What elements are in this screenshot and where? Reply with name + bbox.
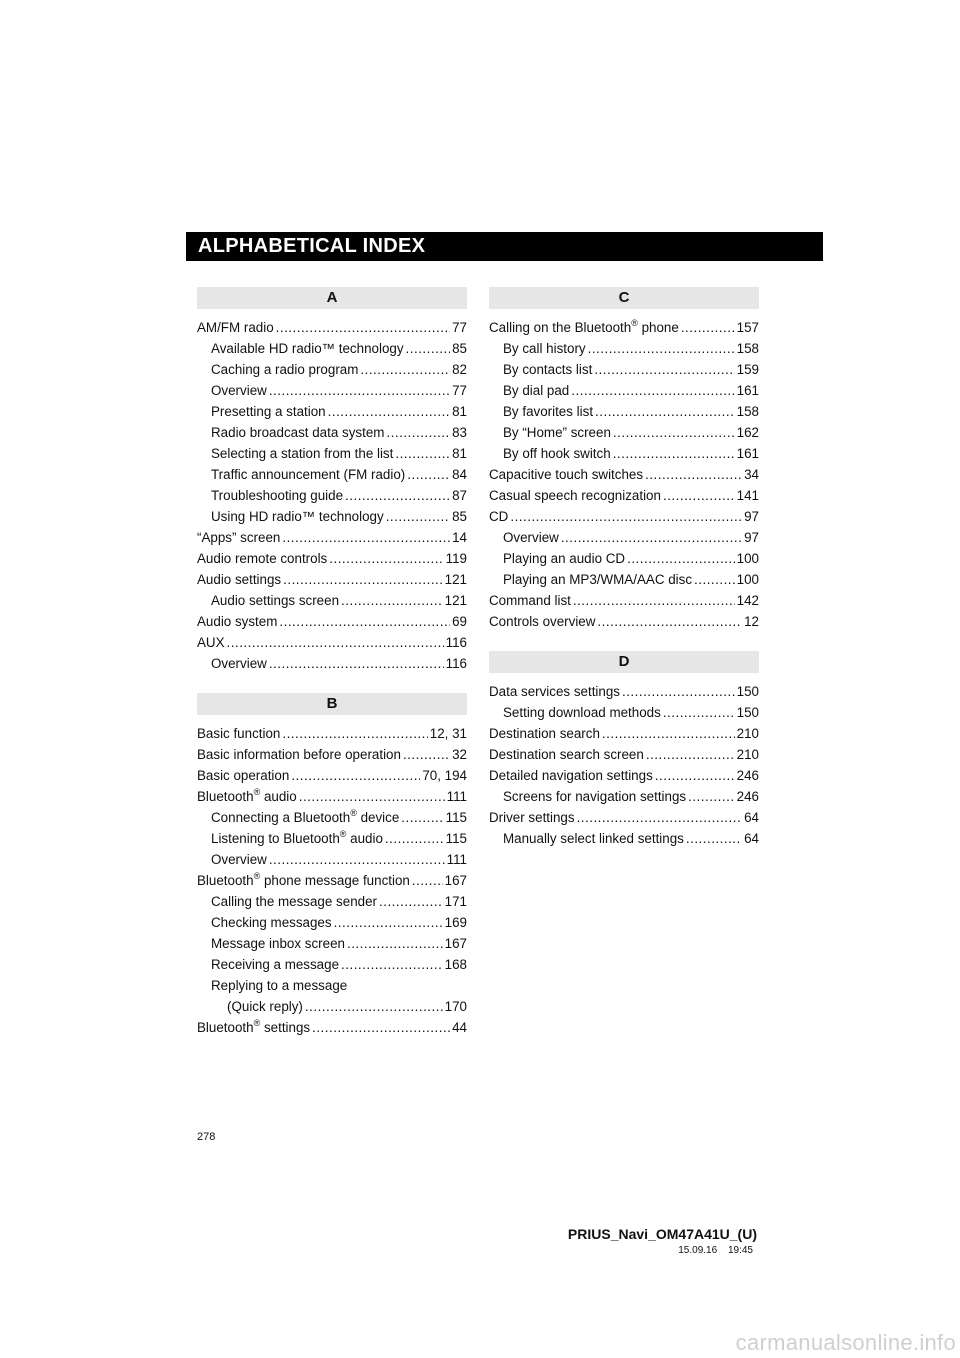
entry-label: Playing an audio CD bbox=[503, 551, 626, 566]
entry-page-ref: 169 bbox=[444, 915, 467, 930]
dot-leader bbox=[602, 723, 735, 744]
entry-label: Troubleshooting guide bbox=[211, 488, 344, 503]
entry-label: Replying to a message bbox=[211, 978, 348, 993]
index-entry bbox=[197, 1017, 467, 1038]
entry-label: Basic function bbox=[197, 726, 281, 741]
entry-label-group bbox=[489, 611, 595, 632]
entry-page-ref: 161 bbox=[736, 446, 759, 461]
dot-leader bbox=[279, 611, 450, 632]
entry-label: Destination search screen bbox=[489, 747, 644, 762]
entry-label: Audio settings bbox=[197, 572, 282, 587]
dot-leader bbox=[385, 828, 444, 849]
index-entry bbox=[197, 786, 467, 807]
dot-leader bbox=[276, 317, 450, 338]
section-gap bbox=[489, 632, 759, 651]
dot-leader bbox=[681, 317, 735, 338]
entry-page-ref: 171 bbox=[444, 894, 467, 909]
entry-page-ref: 64 bbox=[744, 831, 759, 846]
entry-label: Bluetooth bbox=[197, 789, 254, 804]
entry-page-ref: 119 bbox=[445, 551, 467, 566]
entry-label: Listening to Bluetooth bbox=[211, 831, 340, 846]
entry-label: Traffic announcement (FM radio) bbox=[211, 467, 406, 482]
entry-label: Overview bbox=[503, 530, 559, 545]
dot-leader bbox=[613, 422, 735, 443]
dot-leader bbox=[694, 569, 735, 590]
entry-label: By off hook switch bbox=[503, 446, 611, 461]
dot-leader bbox=[622, 681, 735, 702]
index-letter-heading: C bbox=[489, 287, 759, 309]
page-number: 278 bbox=[197, 1131, 216, 1143]
dot-leader bbox=[386, 422, 450, 443]
entry-page-ref: 121 bbox=[444, 572, 467, 587]
index-entry bbox=[489, 338, 759, 359]
entry-label: Data services settings bbox=[489, 684, 620, 699]
dot-leader bbox=[577, 807, 743, 828]
entry-label-group bbox=[503, 338, 586, 359]
index-entry bbox=[489, 611, 759, 632]
entry-label: Radio broadcast data system bbox=[211, 425, 385, 440]
dot-leader bbox=[345, 485, 450, 506]
entry-page-ref: 77 bbox=[452, 320, 467, 335]
entry-page-ref: 100 bbox=[736, 551, 759, 566]
dot-leader bbox=[646, 744, 735, 765]
entry-label-suffix: device bbox=[356, 810, 400, 825]
entry-page-ref: 115 bbox=[445, 831, 467, 846]
entry-label-group bbox=[197, 569, 281, 590]
entry-label: Capacitive touch switches bbox=[489, 467, 644, 482]
dot-leader bbox=[360, 359, 450, 380]
entry-label-group bbox=[211, 954, 339, 975]
dot-leader bbox=[688, 786, 735, 807]
entry-label: Playing an MP3/WMA/AAC disc bbox=[503, 572, 693, 587]
entry-label-group bbox=[197, 786, 297, 807]
dot-leader bbox=[686, 828, 742, 849]
entry-page-ref: 158 bbox=[736, 341, 759, 356]
index-entry bbox=[489, 422, 759, 443]
dot-leader bbox=[347, 933, 443, 954]
entry-label-group bbox=[211, 653, 267, 674]
entry-label-group bbox=[489, 485, 661, 506]
entry-label-suffix: audio bbox=[260, 789, 297, 804]
entry-label: Casual speech recognization bbox=[489, 488, 661, 503]
registered-mark: ® bbox=[631, 317, 638, 328]
index-entry bbox=[197, 632, 467, 653]
entry-label: By dial pad bbox=[503, 383, 570, 398]
entry-page-ref: 157 bbox=[736, 320, 759, 335]
index-entry bbox=[489, 569, 759, 590]
index-entry bbox=[197, 765, 467, 786]
index-entry bbox=[489, 590, 759, 611]
index-entry bbox=[489, 485, 759, 506]
entry-label-group bbox=[503, 443, 611, 464]
dot-leader bbox=[588, 338, 735, 359]
dot-leader bbox=[305, 996, 443, 1017]
entry-page-ref: 69 bbox=[452, 614, 467, 629]
entry-label-group bbox=[211, 338, 404, 359]
dot-leader bbox=[510, 506, 742, 527]
index-entry bbox=[197, 569, 467, 590]
entry-page-ref: 115 bbox=[445, 810, 467, 825]
registered-mark: ® bbox=[253, 1017, 261, 1028]
entry-label: Basic operation bbox=[197, 768, 290, 783]
entry-label-group bbox=[489, 723, 600, 744]
dot-leader bbox=[291, 765, 420, 786]
entry-page-ref: 141 bbox=[736, 488, 759, 503]
index-entry bbox=[197, 464, 467, 485]
index-letter-heading: B bbox=[197, 693, 467, 715]
dot-leader bbox=[627, 548, 735, 569]
entry-label: Calling on the Bluetooth bbox=[489, 320, 632, 335]
index-entry bbox=[489, 828, 759, 849]
entry-label-group bbox=[503, 569, 692, 590]
dot-leader bbox=[283, 569, 443, 590]
entry-label-group bbox=[211, 443, 393, 464]
index-letter-heading: D bbox=[489, 651, 759, 673]
dot-leader bbox=[663, 702, 735, 723]
entry-label-group bbox=[211, 891, 377, 912]
index-entry bbox=[197, 611, 467, 632]
entry-label-group bbox=[197, 723, 280, 744]
entry-page-ref: 111 bbox=[446, 852, 467, 867]
entry-page-ref: 84 bbox=[452, 467, 467, 482]
entry-page-ref: 167 bbox=[444, 873, 467, 888]
index-entry bbox=[197, 723, 467, 744]
dot-leader bbox=[595, 401, 735, 422]
index-entry bbox=[197, 548, 467, 569]
entry-page-ref: 82 bbox=[452, 362, 467, 377]
entry-label-group bbox=[489, 807, 575, 828]
entry-page-ref: 167 bbox=[444, 936, 467, 951]
entry-page-ref: 81 bbox=[452, 404, 467, 419]
entry-label-group bbox=[197, 744, 401, 765]
entry-label-continued: (Quick reply) bbox=[227, 999, 303, 1014]
index-entry bbox=[489, 464, 759, 485]
entry-page-ref: 210 bbox=[736, 726, 759, 741]
index-entry bbox=[489, 702, 759, 723]
entry-page-ref: 162 bbox=[736, 425, 759, 440]
entry-label: Audio remote controls bbox=[197, 551, 328, 566]
dot-leader bbox=[401, 807, 443, 828]
index-column-left bbox=[197, 287, 467, 1038]
entry-label-group bbox=[211, 485, 343, 506]
dot-leader bbox=[655, 765, 735, 786]
entry-label-group bbox=[503, 422, 611, 443]
entry-label: Screens for navigation settings bbox=[503, 789, 687, 804]
document-code: PRIUS_Navi_OM47A41U_(U) bbox=[567, 1226, 757, 1242]
entry-page-ref: 87 bbox=[452, 488, 467, 503]
entry-label-group bbox=[211, 422, 384, 443]
entry-page-ref: 150 bbox=[736, 684, 759, 699]
entry-page-ref: 81 bbox=[452, 446, 467, 461]
entry-label: Bluetooth bbox=[197, 1020, 254, 1035]
entry-label-group bbox=[197, 1017, 310, 1038]
index-entry bbox=[197, 506, 467, 527]
entry-label-group bbox=[211, 849, 267, 870]
dot-leader bbox=[269, 653, 444, 674]
index-entry bbox=[489, 527, 759, 548]
entry-page-ref: 158 bbox=[736, 404, 759, 419]
dot-leader bbox=[269, 849, 445, 870]
entry-label-group bbox=[503, 359, 592, 380]
entry-page-ref: 97 bbox=[744, 509, 759, 524]
entry-page-ref: 159 bbox=[736, 362, 759, 377]
dot-leader bbox=[407, 464, 450, 485]
entry-label-suffix: phone message function bbox=[260, 873, 410, 888]
dot-leader bbox=[395, 443, 450, 464]
index-entry bbox=[489, 359, 759, 380]
entry-page-ref: 12 bbox=[744, 614, 759, 629]
dot-leader bbox=[282, 527, 450, 548]
entry-label-group bbox=[503, 548, 625, 569]
entry-label-suffix: audio bbox=[346, 831, 383, 846]
registered-mark: ® bbox=[253, 870, 261, 881]
dot-leader bbox=[645, 464, 742, 485]
dot-leader bbox=[312, 1017, 450, 1038]
index-entry bbox=[197, 422, 467, 443]
entry-label: Manually select linked settings bbox=[503, 831, 684, 846]
entry-label-group bbox=[503, 527, 559, 548]
dot-leader bbox=[334, 912, 443, 933]
dot-leader bbox=[227, 632, 444, 653]
index-entry bbox=[197, 359, 467, 380]
index-entry bbox=[197, 485, 467, 506]
entry-label-group bbox=[211, 933, 345, 954]
entry-label: Overview bbox=[211, 656, 267, 671]
entry-label: By “Home” screen bbox=[503, 425, 611, 440]
entry-label: Receiving a message bbox=[211, 957, 340, 972]
dot-leader bbox=[386, 506, 450, 527]
entry-label-group bbox=[503, 828, 684, 849]
entry-label: Message inbox screen bbox=[211, 936, 345, 951]
entry-label: Overview bbox=[211, 383, 267, 398]
entry-page-ref: 12, 31 bbox=[429, 726, 467, 741]
entry-label: Calling the message sender bbox=[211, 894, 377, 909]
entry-label: Controls overview bbox=[489, 614, 596, 629]
index-entry bbox=[197, 954, 467, 975]
entry-page-ref: 77 bbox=[452, 383, 467, 398]
entry-page-ref: 32 bbox=[452, 747, 467, 762]
entry-label: AM/FM radio bbox=[197, 320, 274, 335]
entry-label: Detailed navigation settings bbox=[489, 768, 653, 783]
entry-label-group bbox=[489, 464, 643, 485]
entry-label: Caching a radio program bbox=[211, 362, 359, 377]
index-entry bbox=[489, 723, 759, 744]
entry-page-ref: 246 bbox=[736, 768, 759, 783]
entry-label: Using HD radio™ technology bbox=[211, 509, 384, 524]
index-entry bbox=[197, 870, 467, 891]
entry-page-ref: 116 bbox=[445, 656, 467, 671]
entry-page-ref: 70, 194 bbox=[422, 768, 467, 783]
entry-page-ref: 142 bbox=[736, 593, 759, 608]
dot-leader bbox=[282, 723, 427, 744]
dot-leader bbox=[613, 443, 735, 464]
entry-label-group bbox=[489, 681, 620, 702]
dot-leader bbox=[573, 590, 735, 611]
entry-label: By favorites list bbox=[503, 404, 594, 419]
entry-label-suffix: phone bbox=[637, 320, 679, 335]
dot-leader bbox=[561, 527, 742, 548]
entry-label-group bbox=[489, 317, 679, 338]
entry-page-ref: 116 bbox=[445, 635, 467, 650]
entry-page-ref: 34 bbox=[744, 467, 759, 482]
dot-leader bbox=[406, 338, 451, 359]
index-entry bbox=[489, 506, 759, 527]
entry-label-group bbox=[503, 380, 569, 401]
entry-page-ref: 246 bbox=[736, 789, 759, 804]
entry-page-ref: 64 bbox=[744, 810, 759, 825]
dot-leader bbox=[594, 359, 734, 380]
entry-label-suffix: settings bbox=[260, 1020, 311, 1035]
entry-page-ref: 121 bbox=[444, 593, 467, 608]
entry-page-ref: 83 bbox=[452, 425, 467, 440]
entry-label-group bbox=[489, 744, 644, 765]
entry-label: By call history bbox=[503, 341, 586, 356]
entry-label: Selecting a station from the list bbox=[211, 446, 394, 461]
index-entry bbox=[197, 933, 467, 954]
entry-label: Bluetooth bbox=[197, 873, 254, 888]
entry-label: Overview bbox=[211, 852, 267, 867]
entry-label-group bbox=[197, 527, 280, 548]
entry-page-ref: 85 bbox=[452, 341, 467, 356]
index-entry bbox=[197, 401, 467, 422]
entry-label-group bbox=[211, 807, 399, 828]
entry-label: Command list bbox=[489, 593, 571, 608]
entry-label-group bbox=[503, 786, 686, 807]
entry-label-group bbox=[211, 828, 383, 849]
index-entry bbox=[489, 765, 759, 786]
index-letter-heading: A bbox=[197, 287, 467, 309]
entry-label: Driver settings bbox=[489, 810, 575, 825]
entry-page-ref: 161 bbox=[736, 383, 759, 398]
index-entry bbox=[489, 681, 759, 702]
index-entry bbox=[489, 443, 759, 464]
entry-label-group bbox=[489, 765, 653, 786]
entry-label: AUX bbox=[197, 635, 225, 650]
index-entry bbox=[197, 338, 467, 359]
dot-leader bbox=[341, 590, 443, 611]
entry-label-group bbox=[197, 632, 225, 653]
entry-page-ref: 111 bbox=[446, 789, 467, 804]
entry-label-group bbox=[211, 912, 332, 933]
index-entry bbox=[489, 786, 759, 807]
entry-label: Audio settings screen bbox=[211, 593, 340, 608]
index-entry bbox=[197, 849, 467, 870]
entry-label-group bbox=[211, 590, 339, 611]
entry-label: Destination search bbox=[489, 726, 600, 741]
index-entry bbox=[197, 653, 467, 674]
print-timestamp bbox=[678, 1245, 753, 1256]
dot-leader bbox=[597, 611, 742, 632]
entry-label-group bbox=[211, 464, 405, 485]
section-gap bbox=[197, 674, 467, 693]
index-entry bbox=[489, 548, 759, 569]
entry-label-group bbox=[197, 870, 410, 891]
index-entry bbox=[197, 527, 467, 548]
entry-label: Presetting a station bbox=[211, 404, 326, 419]
index-column-right bbox=[489, 287, 759, 849]
index-entry bbox=[489, 744, 759, 765]
index-entry bbox=[489, 401, 759, 422]
entry-label: Connecting a Bluetooth bbox=[211, 810, 351, 825]
entry-page-ref: 44 bbox=[452, 1020, 467, 1035]
entry-continuation bbox=[211, 996, 467, 1017]
dot-leader bbox=[299, 786, 445, 807]
dot-leader bbox=[379, 891, 443, 912]
entry-page-ref: 100 bbox=[736, 572, 759, 587]
entry-label-group bbox=[503, 702, 661, 723]
index-entry bbox=[197, 744, 467, 765]
index-entry bbox=[489, 807, 759, 828]
watermark: carmanualsonline.info bbox=[735, 1330, 956, 1355]
index-entry bbox=[197, 975, 467, 1017]
entry-label: Basic information before operation bbox=[197, 747, 401, 762]
index-entry bbox=[197, 912, 467, 933]
entry-label-group bbox=[197, 548, 327, 569]
dot-leader bbox=[571, 380, 734, 401]
entry-page-ref: 170 bbox=[444, 999, 467, 1014]
entry-label-group bbox=[211, 506, 384, 527]
entry-label-group bbox=[197, 317, 274, 338]
index-entry bbox=[489, 380, 759, 401]
entry-page-ref: 85 bbox=[452, 509, 467, 524]
entry-label: Setting download methods bbox=[503, 705, 661, 720]
registered-mark: ® bbox=[350, 807, 357, 818]
entry-label: Audio system bbox=[197, 614, 278, 629]
index-entry bbox=[197, 380, 467, 401]
entry-page-ref: 168 bbox=[444, 957, 467, 972]
entry-label: CD bbox=[489, 509, 509, 524]
section-header-bar bbox=[186, 232, 823, 261]
registered-mark: ® bbox=[253, 786, 261, 797]
entry-label-group bbox=[211, 380, 267, 401]
index-entry bbox=[197, 317, 467, 338]
print-time: 19:45 bbox=[727, 1245, 753, 1256]
entry-label-group bbox=[211, 401, 326, 422]
entry-label: “Apps” screen bbox=[197, 530, 281, 545]
entry-label: Checking messages bbox=[211, 915, 332, 930]
dot-leader bbox=[328, 401, 450, 422]
entry-page-ref: 14 bbox=[452, 530, 467, 545]
entry-page-ref: 150 bbox=[736, 705, 759, 720]
dot-leader bbox=[269, 380, 450, 401]
index-entry bbox=[197, 443, 467, 464]
entry-label-group bbox=[503, 401, 593, 422]
dot-leader bbox=[403, 744, 450, 765]
index-entry bbox=[197, 807, 467, 828]
dot-leader bbox=[329, 548, 443, 569]
entry-label-group bbox=[211, 359, 358, 380]
entry-label: By contacts list bbox=[503, 362, 593, 377]
entry-label-group bbox=[197, 765, 289, 786]
dot-leader bbox=[412, 870, 443, 891]
entry-label-group bbox=[489, 590, 571, 611]
entry-page-ref: 210 bbox=[736, 747, 759, 762]
entry-label: Available HD radio™ technology bbox=[211, 341, 404, 356]
print-date: 15.09.16 bbox=[678, 1245, 718, 1256]
index-entry bbox=[197, 590, 467, 611]
registered-mark: ® bbox=[339, 828, 347, 839]
entry-label-group bbox=[489, 506, 508, 527]
index-entry bbox=[197, 891, 467, 912]
page-title: ALPHABETICAL INDEX bbox=[198, 235, 426, 257]
entry-page-ref: 97 bbox=[744, 530, 759, 545]
dot-leader bbox=[341, 954, 443, 975]
dot-leader bbox=[663, 485, 735, 506]
entry-label-group bbox=[197, 611, 277, 632]
index-entry bbox=[197, 828, 467, 849]
index-entry bbox=[489, 317, 759, 338]
